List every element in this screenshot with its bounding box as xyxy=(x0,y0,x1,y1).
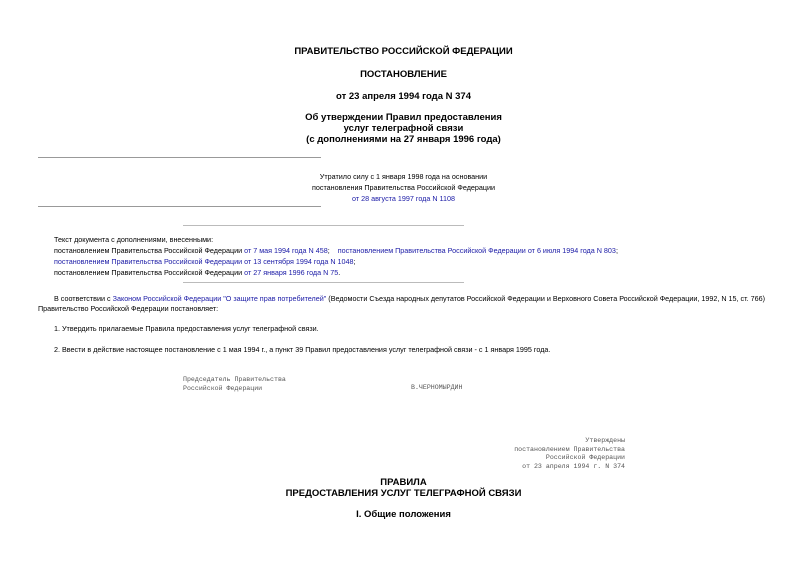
section-heading: I. Общие положения xyxy=(356,509,451,520)
doc-title-line: Об утверждении Правил предоставления xyxy=(305,112,502,123)
approved-block: Утверждены постановлением Правительства Российской Федерации от 23 апреля 1994 г. N 374 xyxy=(514,437,625,470)
amendment-link[interactable]: постановлением Правительства Российской Федерации от 13 сентября 1994 года N 1048 xyxy=(54,257,354,266)
void-note-line: постановления Правительства Российской Федерации xyxy=(311,183,496,192)
amendment-line: постановлением Правительства Российской Федерации от 27 января 1996 года N 75. xyxy=(54,268,341,277)
amendment-link[interactable]: от 7 мая 1994 года N 458 xyxy=(244,246,328,255)
amendments-intro: Текст документа с дополнениями, внесенными: xyxy=(54,235,214,244)
void-note-line: Утратило силу с 1 января 1998 года на основании xyxy=(319,172,488,181)
rules-title: ПРАВИЛА ПРЕДОСТАВЛЕНИЯ УСЛУГ ТЕЛЕГРАФНОЙ СВЯЗИ xyxy=(285,477,522,499)
amendment-link[interactable]: от 27 января 1996 года N 75 xyxy=(244,268,339,277)
divider xyxy=(183,282,464,283)
signature-title: Председатель Правительства Российской Федерации xyxy=(183,376,286,392)
doc-type: ПОСТАНОВЛЕНИЕ xyxy=(360,69,447,80)
void-note xyxy=(0,171,807,204)
preamble: В соответствии с Законом Российской Федерации "О защите прав потребителей" (Ведомости Съезда народных депутатов Российской Федерации и Верховного Совета Российской Федерации, 1992, N 15, ст. 766) xyxy=(54,294,765,303)
divider xyxy=(38,206,321,207)
divider xyxy=(38,157,321,158)
doc-title-line: услуг телеграфной связи xyxy=(343,123,464,134)
doc-date-number: от 23 апреля 1994 года N 374 xyxy=(336,91,471,102)
void-decree-link[interactable]: от 28 августа 1997 года N 1108 xyxy=(352,194,455,203)
doc-title-line: (с дополнениями на 27 января 1996 года) xyxy=(306,134,501,145)
amendment-line: постановлением Правительства Российской Федерации от 7 мая 1994 года N 458; постановлением Правительства Российской Федерации от 6 июля 1994 года N 803; xyxy=(54,246,618,255)
divider xyxy=(183,225,464,226)
consumer-law-link[interactable]: Законом Российской Федерации "О защите прав потребителей" xyxy=(112,294,327,303)
amendments-block xyxy=(54,234,618,278)
amendment-line: постановлением Правительства Российской Федерации от 13 сентября 1994 года N 1048; xyxy=(54,257,356,266)
preamble-line2: Правительство Российской Федерации постановляет: xyxy=(38,304,219,313)
amendment-link[interactable]: постановлением Правительства Российской Федерации от 6 июля 1994 года N 803 xyxy=(337,246,616,255)
item-2: 2. Ввести в действие настоящее постановление с 1 мая 1994 г., а пункт 39 Правил предоставления услуг телеграфной связи - с 1 января 1995 года. xyxy=(54,345,551,354)
doc-title xyxy=(0,112,807,145)
item-1: 1. Утвердить прилагаемые Правила предоставления услуг телеграфной связи. xyxy=(54,324,319,333)
org-title: ПРАВИТЕЛЬСТВО РОССИЙСКОЙ ФЕДЕРАЦИИ xyxy=(294,46,513,57)
signature-name: В.ЧЕРНОМЫРДИН xyxy=(411,384,463,391)
